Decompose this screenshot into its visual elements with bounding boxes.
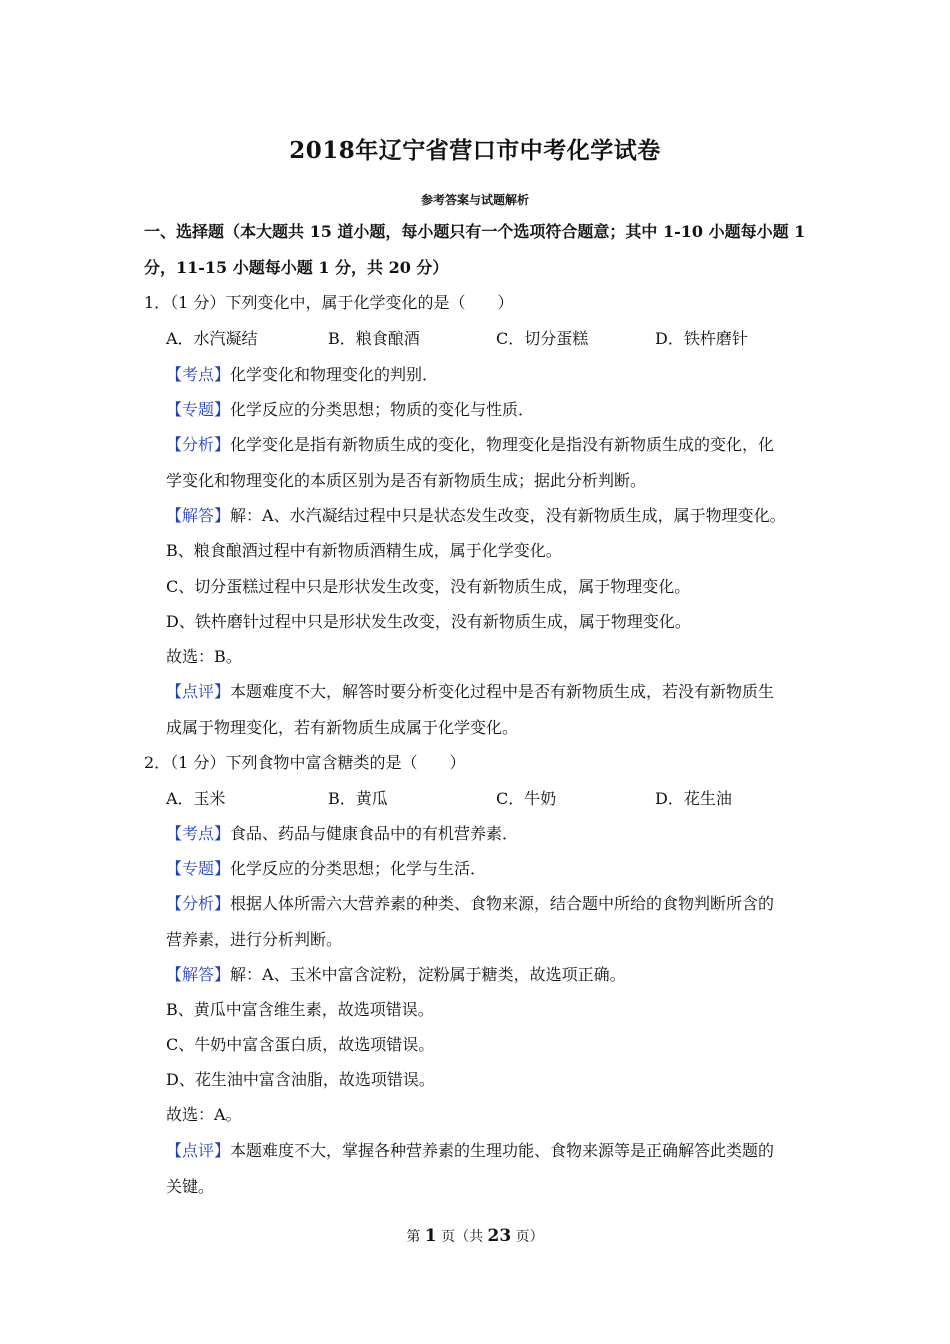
q2-kaodian-text: 食品、药品与健康食品中的有机营养素．	[230, 824, 519, 843]
q1-jieda	[166, 505, 786, 527]
q1-zhuanti-text: 化学反应的分类思想；物质的变化与性质．	[230, 400, 535, 419]
q2-option-b: B．黄瓜	[328, 789, 388, 808]
q1-fenxi-text2: 学变化和物理变化的本质区别为是否有新物质生成；据此分析判断。	[166, 471, 647, 490]
fenxi-tag: 【分析】	[166, 435, 231, 454]
q1-option-d: D．铁杵磨针	[655, 329, 748, 348]
q2-stem: 2．（1 分）下列食物中富含糖类的是（ ）	[144, 753, 466, 772]
q1-fenxi	[166, 434, 774, 456]
q1-answer-c: C、切分蛋糕过程中只是形状发生改变，没有新物质生成，属于物理变化。	[166, 577, 691, 596]
q2-fenxi-text2: 营养素，进行分析判断。	[166, 930, 343, 949]
zhuanti-tag: 【专题】	[166, 400, 231, 419]
dianping-tag: 【点评】	[166, 682, 231, 701]
q2-zhuanti	[166, 858, 486, 880]
q1-jieda-text: 解：A、水汽凝结过程中只是状态发生改变，没有新物质生成，属于物理变化。	[230, 506, 786, 525]
q1-kaodian-text: 化学变化和物理变化的判别．	[230, 365, 439, 384]
footer-total-pages: 23	[487, 1226, 512, 1246]
q1-option-b: B．粮食酿酒	[328, 329, 420, 348]
q2-fenxi	[166, 893, 774, 915]
footer-middle: 页（共	[441, 1229, 484, 1245]
q1-choice: 故选：B。	[166, 647, 242, 666]
zhuanti-tag: 【专题】	[166, 859, 231, 878]
q2-zhuanti-text: 化学反应的分类思想；化学与生活．	[230, 859, 487, 878]
q2-answer-d: D、花生油中富含油脂，故选项错误。	[166, 1070, 435, 1089]
dianping-tag: 【点评】	[166, 1141, 231, 1160]
q1-fenxi-text1: 化学变化是指有新物质生成的变化，物理变化是指没有新物质生成的变化，化	[230, 435, 775, 454]
q1-kaodian	[166, 364, 438, 386]
footer-suffix: 页）	[515, 1229, 544, 1245]
q2-dianping-text1: 本题难度不大，掌握各种营养素的生理功能、食物来源等是正确解答此类题的	[230, 1141, 775, 1160]
q2-option-a: A．玉米	[166, 789, 226, 808]
q1-dianping	[166, 681, 774, 703]
q1-dianping-text2: 成属于物理变化，若有新物质生成属于化学变化。	[166, 718, 519, 737]
page-footer	[0, 1226, 950, 1246]
q2-answer-b: B、黄瓜中富含维生素，故选项错误。	[166, 1000, 434, 1019]
page-title: 2018年辽宁省营口市中考化学试卷	[289, 137, 661, 164]
jieda-tag: 【解答】	[166, 965, 231, 984]
q1-answer-b: B、粮食酿酒过程中有新物质酒精生成，属于化学变化。	[166, 541, 562, 560]
q1-option-c: C．切分蛋糕	[496, 329, 589, 348]
kaodian-tag: 【考点】	[166, 365, 231, 384]
q1-dianping-text1: 本题难度不大，解答时要分析变化过程中是否有新物质生成，若没有新物质生	[230, 682, 775, 701]
q2-dianping	[166, 1140, 774, 1162]
q2-dianping-text2: 关键。	[166, 1177, 215, 1196]
q1-stem: 1．（1 分）下列变化中，属于化学变化的是（ ）	[144, 293, 514, 312]
q2-kaodian	[166, 823, 518, 845]
q1-option-a: A．水汽凝结	[166, 329, 258, 348]
page-subtitle: 参考答案与试题解析	[420, 193, 529, 207]
q2-option-c: C．牛奶	[496, 789, 557, 808]
q2-answer-c: C、牛奶中富含蛋白质，故选项错误。	[166, 1035, 435, 1054]
jieda-tag: 【解答】	[166, 506, 231, 525]
footer-page-number: 1	[424, 1226, 437, 1246]
q2-fenxi-text1: 根据人体所需六大营养素的种类、食物来源，结合题中所给的食物判断所含的	[230, 894, 775, 913]
footer-prefix: 第	[406, 1229, 421, 1245]
q1-zhuanti	[166, 399, 534, 421]
q2-option-d: D．花生油	[655, 789, 732, 808]
q2-choice: 故选：A。	[166, 1105, 242, 1124]
q1-answer-d: D、铁杵磨针过程中只是形状发生改变，没有新物质生成，属于物理变化。	[166, 612, 691, 631]
kaodian-tag: 【考点】	[166, 824, 231, 843]
section-heading-line2: 分，11-15 小题每小题 1 分，共 20 分）	[144, 258, 449, 277]
q2-jieda	[166, 964, 626, 986]
fenxi-tag: 【分析】	[166, 894, 231, 913]
section-heading-line1: 一、选择题（本大题共 15 道小题，每小题只有一个选项符合题意；其中 1-10 小题每小题 1	[144, 222, 806, 241]
q2-jieda-text: 解：A、玉米中富含淀粉，淀粉属于糖类，故选项正确。	[230, 965, 626, 984]
